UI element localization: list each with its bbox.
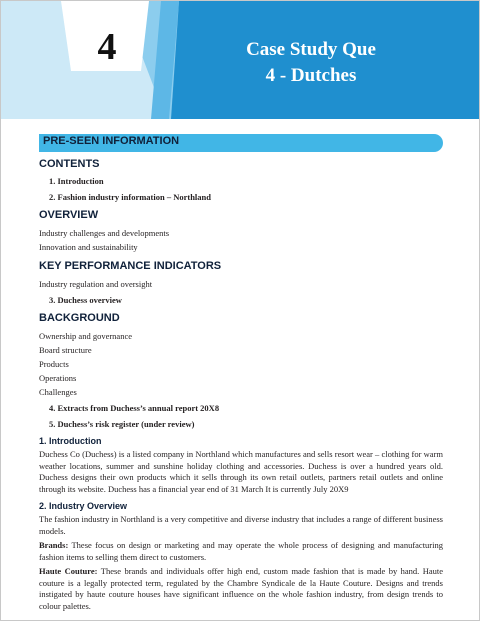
- overview-line-1: Industry challenges and developments: [39, 228, 170, 238]
- chapter-number: 4: [97, 26, 117, 68]
- background-line-2: Board structure: [39, 345, 92, 355]
- chapter-title-line2: 4 - Dutches: [265, 65, 357, 86]
- industry-paragraph: The fashion industry in Northland is a very competitive and diverse industry that includes a range of different business models.: [39, 514, 443, 536]
- kpi-item: 3. Duchess overview: [49, 295, 122, 305]
- background-line-4: Operations: [39, 373, 77, 383]
- haute-label: Haute Couture:: [39, 566, 98, 576]
- brands-paragraph: [39, 540, 443, 563]
- contents-heading: CONTENTS: [39, 158, 100, 170]
- intro-heading: 1. Introduction: [39, 436, 102, 446]
- background-line-5: Challenges: [39, 387, 77, 397]
- intro-paragraph: Duchess Co (Duchess) is a listed company in Northland which manufactures and sells resort wear – clothing for warm weather locations, summer and sunshine holiday clothing and accessories. Duchess is over a hundred years old. Duchess designs their own products which it sells through its own retail outlets, partners retail outlets and online through its website. Duchess has a financial year end of 31 March It is currently July 20X9: [39, 449, 443, 494]
- contents-item-2: 2. Fashion industry information – Northland: [49, 192, 211, 202]
- overview-heading: OVERVIEW: [39, 209, 99, 221]
- haute-text: These brands and individuals offer high end, custom made fashion that is made by hand. Haute couture is a legally protected term, regulated by the Chambre Syndicale de la Haute Couture. Designs and trends instigated by haute couture houses have significant influence on the whole fashion industry, from design trends to colour palettes.: [39, 566, 443, 611]
- background-heading: BACKGROUND: [39, 312, 120, 324]
- kpi-heading: KEY PERFORMANCE INDICATORS: [39, 260, 222, 272]
- haute-paragraph: [39, 566, 443, 612]
- main-content: [39, 134, 443, 615]
- chapter-title: [201, 37, 421, 89]
- overview-line-2: Innovation and sustainability: [39, 242, 138, 252]
- industry-heading: 2. Industry Overview: [39, 501, 128, 511]
- background-line-3: Products: [39, 359, 69, 369]
- brands-label: Brands:: [39, 540, 69, 550]
- kpi-line-1: Industry regulation and oversight: [39, 279, 153, 289]
- background-item-1: 4. Extracts from Duchess’s annual report 20X8: [49, 403, 220, 413]
- preseen-bar: [39, 134, 443, 152]
- preseen-label: PRE-SEEN INFORMATION: [43, 135, 180, 147]
- background-line-1: Ownership and governance: [39, 331, 132, 341]
- contents-item-1: 1. Introduction: [49, 176, 104, 186]
- brands-text: These focus on design or marketing and may operate the whole process of designing and manufacturing fashion items to selling them direct to customers.: [39, 540, 443, 562]
- background-item-2: 5. Duchess’s risk register (under review): [49, 419, 195, 429]
- chapter-title-line1: Case Study Que: [246, 39, 376, 60]
